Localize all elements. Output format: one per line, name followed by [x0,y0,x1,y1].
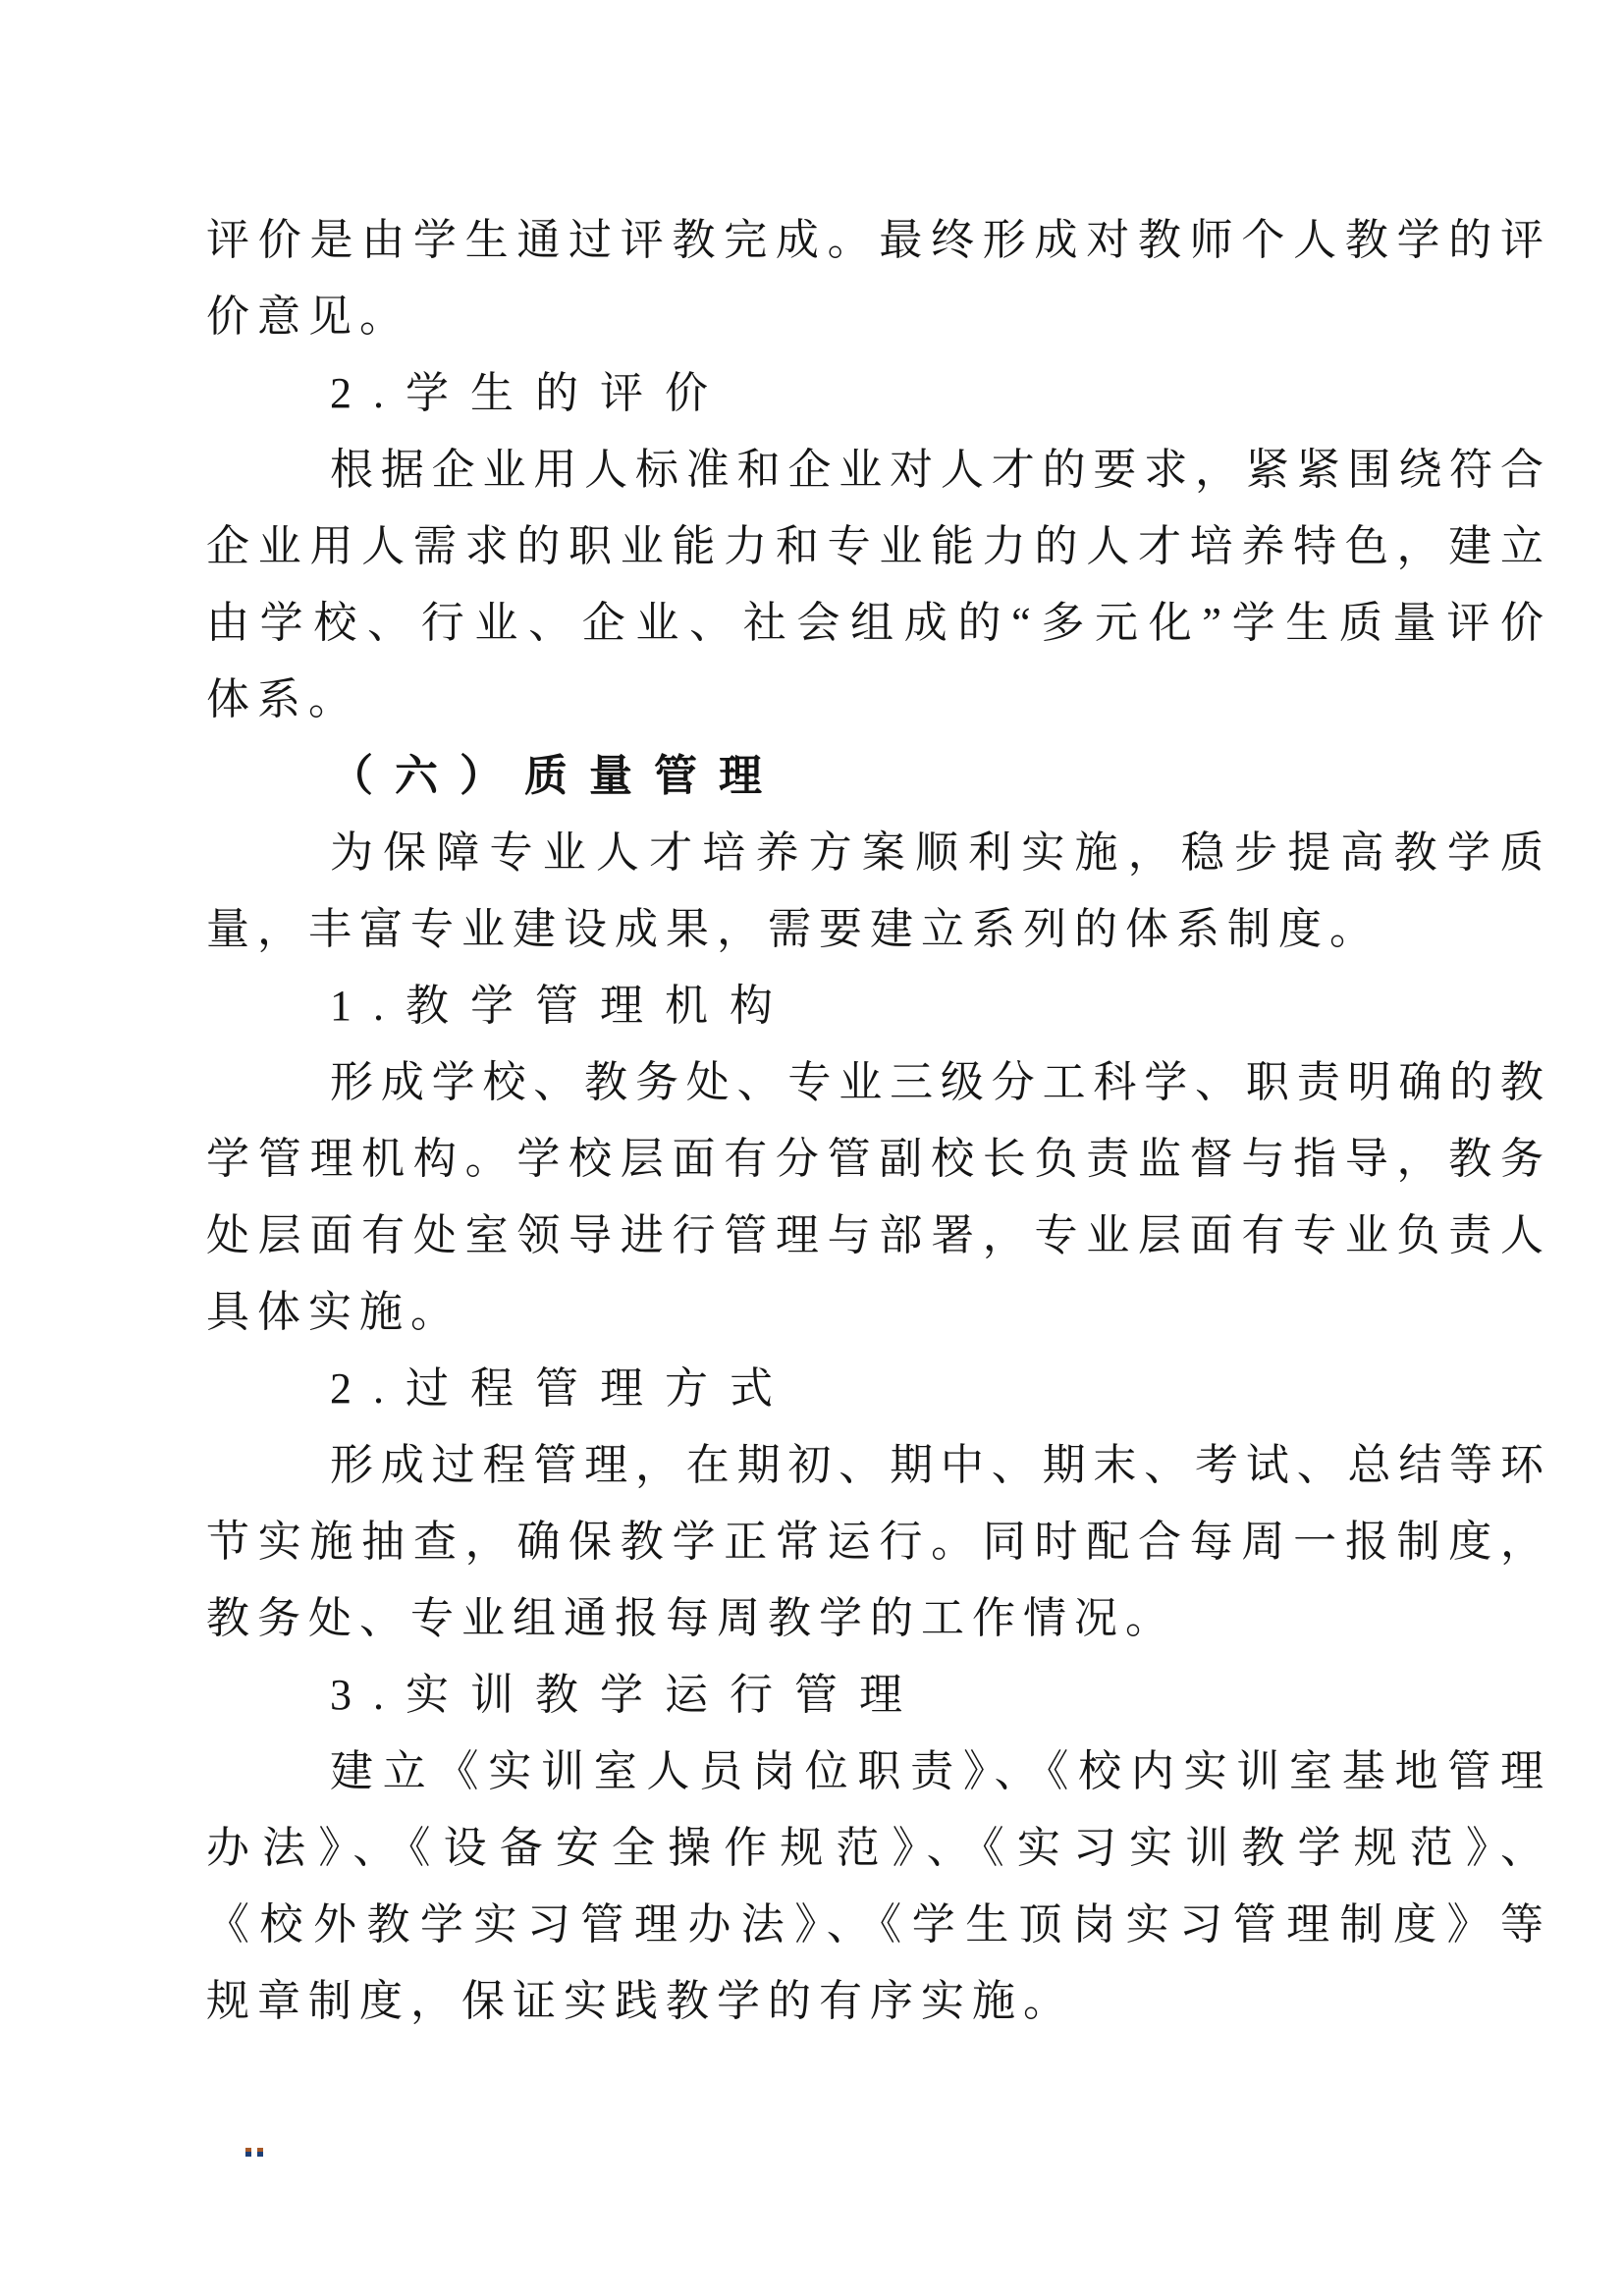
subheading: 2.学生的评价 [330,369,730,417]
subheading: 3.实训教学运行管理 [330,1671,924,1719]
body-line: 形成学校、教务处、专业三级分工科学、职责明确的教 [330,1058,1543,1106]
body-line: 价意见。 [206,293,410,341]
body-line: 量，丰富专业建设成果，需要建立系列的体系制度。 [206,905,1380,953]
body-line: 规章制度，保证实践教学的有序实施。 [206,1977,1074,2025]
subheading: 2.过程管理方式 [330,1364,794,1413]
body-line: 办法》、《设备安全操作规范》、《实习实训教学规范》、 [206,1824,1543,1872]
section-heading: （六）质量管理 [330,752,784,800]
body-line: 评价是由学生通过评教完成。最终形成对教师个人教学的评 [206,216,1543,264]
body-line: 由学校、行业、企业、社会组成的“多元化”学生质量评价 [206,599,1543,647]
body-line: 根据企业用人标准和企业对人才的要求，紧紧围绕符合 [330,446,1543,494]
body-line: 具体实施。 [206,1288,461,1336]
body-line: 节实施抽查，确保教学正常运行。同时配合每周一报制度， [206,1518,1543,1566]
body-line: 教务处、专业组通报每周教学的工作情况。 [206,1594,1176,1642]
body-line: 处层面有处室领导进行管理与部署，专业层面有专业负责人 [206,1211,1543,1259]
footer-dot [257,2148,263,2157]
body-line: 形成过程管理，在期初、期中、期末、考试、总结等环 [330,1441,1543,1489]
document-text-block [206,202,1543,2040]
footer-dot [245,2148,251,2157]
body-line: 建立《实训室人员岗位职责》、《校内实训室基地管理 [330,1747,1543,1795]
body-line: 企业用人需求的职业能力和专业能力的人才培养特色，建立 [206,522,1543,570]
subheading: 1.教学管理机构 [330,982,794,1030]
body-line: 为保障专业人才培养方案顺利实施，稳步提高教学质 [330,828,1543,877]
body-line: 体系。 [206,675,359,723]
footer-marks [245,2148,263,2157]
body-line: 《校外教学实习管理办法》、《学生顶岗实习管理制度》等 [206,1900,1543,1949]
body-line: 学管理机构。学校层面有分管副校长负责监督与指导，教务 [206,1135,1543,1183]
